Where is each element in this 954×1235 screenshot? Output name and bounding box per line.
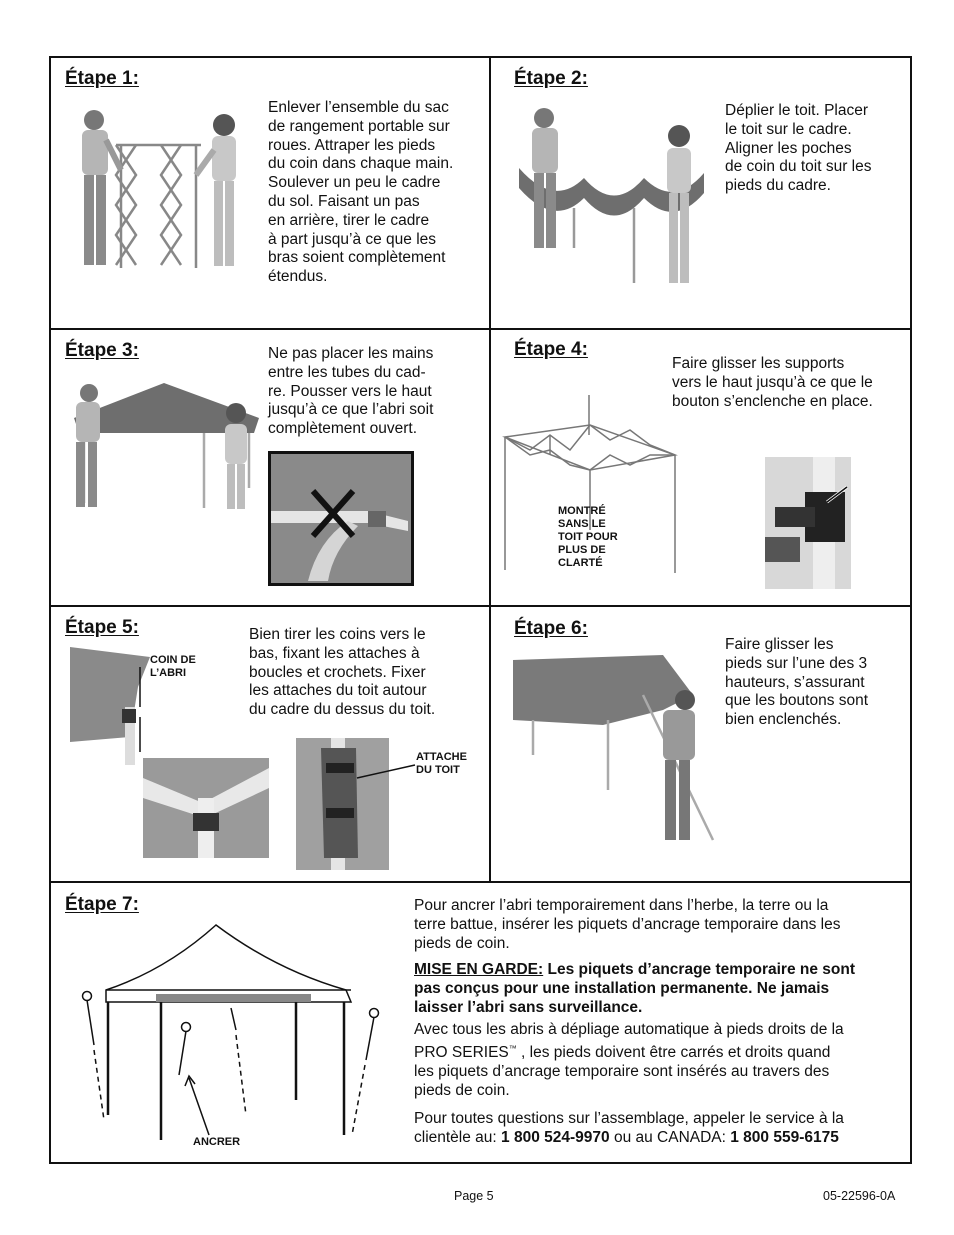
step1-title: Étape 1: (65, 68, 139, 89)
divider (50, 328, 911, 330)
step3-warning-image (268, 451, 414, 586)
page-number: Page 5 (454, 1189, 494, 1203)
step7-warning: MISE EN GARDE: Les piquets d’ancrage temporaire ne sont pas conçus pour une installation permanente. Ne jamais laisser l’abri sans surveillance. (414, 961, 855, 1016)
divider (50, 881, 911, 883)
document-number: 05-22596-0A (823, 1189, 896, 1203)
step5-title: Étape 5: (65, 617, 139, 638)
step4-button-closeup (765, 457, 851, 589)
phone-us: 1 800 524-9970 (501, 1128, 610, 1146)
step5-corner-label: COIN DE L’ABRI (150, 654, 196, 679)
step2-illustration (514, 98, 714, 288)
step6-illustration (513, 655, 718, 845)
step5-tie-pointer (355, 760, 417, 782)
step3-title: Étape 3: (65, 340, 139, 361)
step3-text: Ne pas placer les mains entre les tubes du cad- re. Pousser vers le haut jusqu’à ce que l’abri soit complètement ouvert. (268, 345, 434, 438)
step1-illustration (66, 100, 246, 275)
step7-anchor-diagram (76, 920, 386, 1150)
divider (50, 605, 911, 607)
step3-illustration (64, 378, 264, 513)
step7-intro: Pour ancrer l’abri temporairement dans l’herbe, la terre ou la terre battue, insérer les piquets d’ancrage temporaire dans les pieds de coin. (414, 897, 841, 952)
step1-text: Enlever l’ensemble du sac de rangement portable sur roues. Attraper les pieds du coin dans chaque main. Soulever un peu le cadre du sol. Faisant un pas en arrière, tirer le cadre à part jusqu’à ce que les bras soient complètement étendus. (268, 99, 454, 286)
step4-text: Faire glisser les supports vers le haut jusqu’à ce que le bouton s’enclenche en place. (672, 355, 873, 410)
step7-anchor-label: ANCRER (193, 1136, 241, 1148)
step6-text: Faire glisser les pieds sur l’une des 3 hauteurs, s’assurant que les boutons sont bien enclenchés. (725, 636, 869, 729)
step5-hook-image (143, 758, 269, 858)
step7-contact: Pour toutes questions sur l’assemblage, appeler le service à la clientèle au: 1 800 524-9970 ou au CANADA: 1 800 559-6175 (414, 1110, 844, 1146)
step7-title: Étape 7: (65, 894, 139, 915)
divider (489, 57, 491, 882)
step5-tie-label: ATTACHE DU TOIT (416, 751, 467, 776)
warning-label: MISE EN GARDE: (414, 961, 544, 978)
step7-pro-series: Avec tous les abris à dépliage automatique à pieds droits de la PRO SERIES™ , les pieds doivent être carrés et droits quand les piquets d’ancrage temporaire sont insérés au travers des pieds de coin. (414, 1021, 844, 1099)
step4-title: Étape 4: (514, 339, 588, 360)
step5-tie-image (296, 738, 389, 870)
step2-text: Déplier le toit. Placer le toit sur le cadre. Aligner les poches de coin du toit sur les pieds du cadre. (725, 102, 872, 195)
step6-title: Étape 6: (514, 618, 588, 639)
step4-label: MONTRÉ SANS LE TOIT POUR PLUS DE CLARTÉ (558, 505, 618, 569)
step2-title: Étape 2: (514, 68, 588, 89)
step5-corner-image (70, 647, 150, 765)
phone-canada: 1 800 559-6175 (730, 1128, 839, 1146)
step5-text: Bien tirer les coins vers le bas, fixant les attaches à boucles et crochets. Fixer les attaches du toit autour du cadre du dessus du toit. (249, 626, 436, 719)
